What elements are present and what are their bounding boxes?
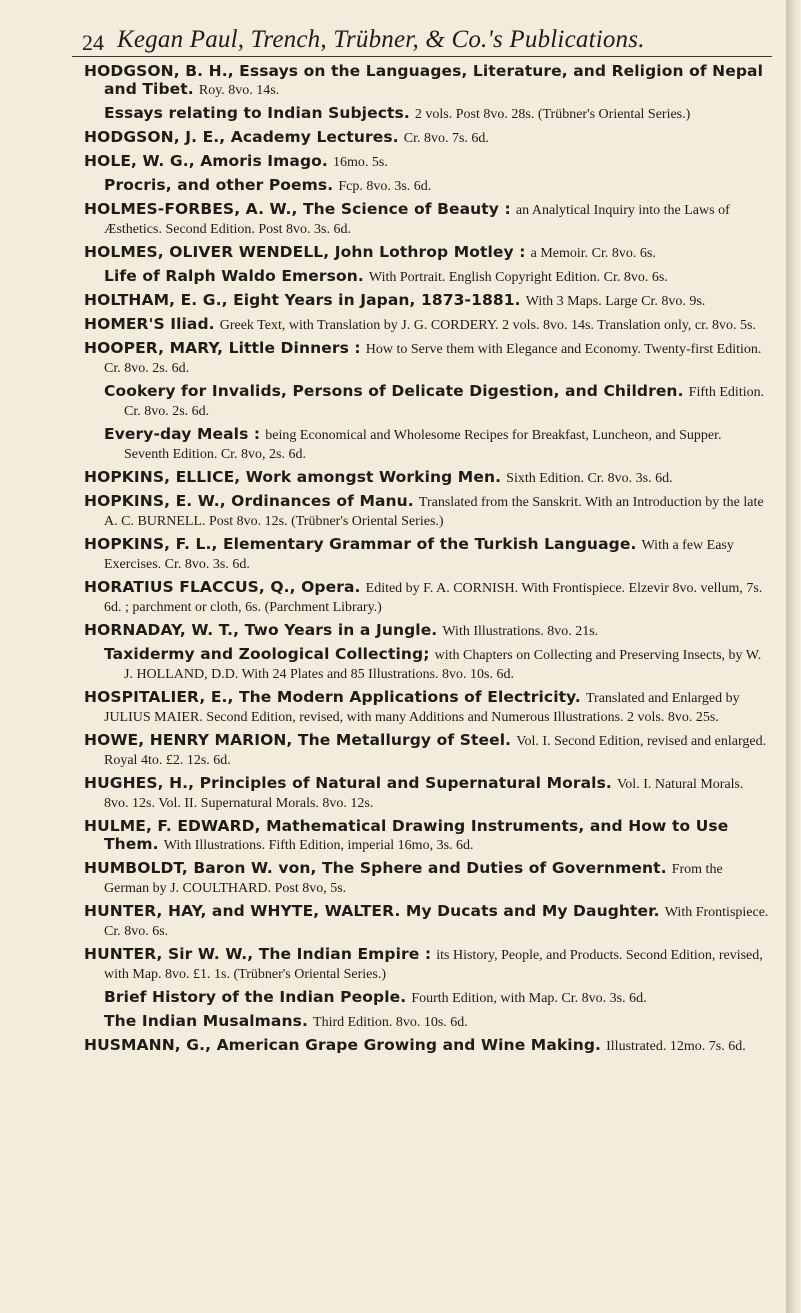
catalogue-entry bbox=[84, 104, 770, 123]
entry-heading: HOLTHAM, E. G., Eight Years in Japan, 1873-1881. bbox=[84, 291, 521, 309]
entry-details: Translated and Enlarged by JULIUS MAIER. Second Edition, revised, with many Additions and Numerous Illustrations. 2 vols. 8vo. 25s. bbox=[104, 691, 740, 725]
catalogue-entry bbox=[84, 688, 770, 726]
entry-details: its History, People, and Products. Second Edition, revised, with Map. 8vo. £1. 1s. (Trübner's Oriental Series.) bbox=[104, 948, 763, 982]
entry-details: From the German by J. COULTHARD. Post 8vo, 5s. bbox=[104, 862, 723, 896]
catalogue-entry bbox=[84, 774, 770, 812]
entry-details: with Chapters on Collecting and Preserving Insects, by W. J. HOLLAND, D.D. With 24 Plates and 85 Illustrations. 8vo. 10s. 6d. bbox=[124, 648, 762, 682]
entry-details: Roy. 8vo. 14s. bbox=[198, 83, 280, 98]
entry-details: With a few Easy Exercises. Cr. 8vo. 3s. 6d. bbox=[104, 538, 734, 572]
entry-details: How to Serve them with Elegance and Economy. Twenty-first Edition. Cr. 8vo. 2s. 6d. bbox=[104, 342, 762, 376]
page-edge-shadow bbox=[786, 0, 801, 1313]
entry-heading: HOLMES, OLIVER WENDELL, John Lothrop Motley : bbox=[84, 243, 526, 261]
entry-details: Fourth Edition, with Map. Cr. 8vo. 3s. 6d. bbox=[411, 991, 647, 1006]
catalogue-entry bbox=[84, 621, 770, 640]
entry-heading: HOLE, W. G., Amoris Imago. bbox=[84, 152, 328, 170]
catalogue-entry bbox=[84, 152, 770, 171]
catalogue-entry bbox=[84, 945, 770, 983]
entry-heading: HODGSON, J. E., Academy Lectures. bbox=[84, 128, 399, 146]
catalogue-entry bbox=[84, 243, 770, 262]
entry-heading: HOOPER, MARY, Little Dinners : bbox=[84, 339, 361, 357]
entry-heading: HUGHES, H., Principles of Natural and Supernatural Morals. bbox=[84, 774, 612, 792]
entry-heading: Cookery for Invalids, Persons of Delicate Digestion, and Children. bbox=[104, 382, 684, 400]
entry-heading: HOSPITALIER, E., The Modern Applications of Electricity. bbox=[84, 688, 581, 706]
entry-details: Edited by F. A. CORNISH. With Frontispiece. Elzevir 8vo. vellum, 7s. 6d. ; parchment or cloth, 6s. (Parchment Library.) bbox=[104, 581, 763, 615]
entry-details: being Economical and Wholesome Recipes for Breakfast, Luncheon, and Supper. Seventh Edition. Cr. 8vo, 2s. 6d. bbox=[124, 428, 722, 462]
entry-heading: HUMBOLDT, Baron W. von, The Sphere and Duties of Government. bbox=[84, 859, 667, 877]
entry-details: With Illustrations. Fifth Edition, imperial 16mo, 3s. 6d. bbox=[163, 838, 474, 853]
catalogue-entry bbox=[84, 1036, 770, 1055]
entry-details: Illustrated. 12mo. 7s. 6d. bbox=[606, 1039, 746, 1054]
catalogue-entry bbox=[84, 535, 770, 573]
entry-details: 16mo. 5s. bbox=[333, 155, 388, 170]
entry-heading: HOMER'S Iliad. bbox=[84, 315, 215, 333]
entry-heading: HULME, F. EDWARD, Mathematical Drawing Instruments, and How to Use Them. bbox=[84, 817, 729, 853]
entry-details: Fcp. 8vo. 3s. 6d. bbox=[338, 179, 432, 194]
catalogue-entry bbox=[84, 578, 770, 616]
running-title: Kegan Paul, Trench, Trübner, & Co.'s Publications. bbox=[117, 26, 645, 53]
entry-heading: Procris, and other Poems. bbox=[104, 176, 334, 194]
entry-heading: HUSMANN, G., American Grape Growing and Wine Making. bbox=[84, 1036, 602, 1054]
entry-details: Fifth Edition. Cr. 8vo. 2s. 6d. bbox=[124, 385, 765, 419]
catalogue-entry bbox=[84, 291, 770, 310]
entry-heading: HOLMES-FORBES, A. W., The Science of Beauty : bbox=[84, 200, 511, 218]
entry-details: With Frontispiece. Cr. 8vo. 6s. bbox=[104, 905, 769, 939]
entry-heading: HOPKINS, E. W., Ordinances of Manu. bbox=[84, 492, 414, 510]
entry-details: With Portrait. English Copyright Edition. Cr. 8vo. 6s. bbox=[368, 270, 668, 285]
entry-heading: Brief History of the Indian People. bbox=[104, 988, 407, 1006]
entry-heading: The Indian Musalmans. bbox=[104, 1012, 308, 1030]
catalogue-entry bbox=[84, 731, 770, 769]
entry-details: Vol. I. Natural Morals. 8vo. 12s. Vol. II. Supernatural Morals. 8vo. 12s. bbox=[104, 777, 744, 811]
catalogue-entries bbox=[84, 62, 770, 1060]
entry-details: a Memoir. Cr. 8vo. 6s. bbox=[530, 246, 656, 261]
catalogue-entry bbox=[84, 267, 770, 286]
catalogue-entry bbox=[84, 902, 770, 940]
catalogue-entry bbox=[84, 200, 770, 238]
catalogue-entry bbox=[84, 492, 770, 530]
page-header bbox=[72, 16, 772, 57]
entry-details: With 3 Maps. Large Cr. 8vo. 9s. bbox=[525, 294, 706, 309]
entry-heading: HODGSON, B. H., Essays on the Languages, Literature, and Religion of Nepal and Tibet. bbox=[84, 62, 764, 98]
entry-heading: Every-day Meals : bbox=[104, 425, 261, 443]
entry-heading: HOWE, HENRY MARION, The Metallurgy of Steel. bbox=[84, 731, 512, 749]
entry-heading: HOPKINS, F. L., Elementary Grammar of the Turkish Language. bbox=[84, 535, 637, 553]
catalogue-entry bbox=[84, 645, 770, 683]
catalogue-entry bbox=[84, 817, 770, 854]
entry-details: 2 vols. Post 8vo. 28s. (Trübner's Oriental Series.) bbox=[414, 107, 691, 122]
catalogue-entry bbox=[84, 339, 770, 377]
catalogue-entry bbox=[84, 176, 770, 195]
entry-heading: Taxidermy and Zoological Collecting; bbox=[104, 645, 430, 663]
catalogue-entry bbox=[84, 425, 770, 463]
entry-details: Vol. I. Second Edition, revised and enlarged. Royal 4to. £2. 12s. 6d. bbox=[104, 734, 767, 768]
catalogue-entry bbox=[84, 1012, 770, 1031]
catalogue-entry bbox=[84, 128, 770, 147]
entry-details: Sixth Edition. Cr. 8vo. 3s. 6d. bbox=[506, 471, 673, 486]
catalogue-entry bbox=[84, 468, 770, 487]
entry-details: Translated from the Sanskrit. With an Introduction by the late A. C. BURNELL. Post 8vo. 12s. (Trübner's Oriental Series.) bbox=[104, 495, 764, 529]
entry-details: Cr. 8vo. 7s. 6d. bbox=[403, 131, 489, 146]
catalogue-entry bbox=[84, 382, 770, 420]
entry-details: With Illustrations. 8vo. 21s. bbox=[442, 624, 599, 639]
entry-heading: Essays relating to Indian Subjects. bbox=[104, 104, 410, 122]
entry-details: an Analytical Inquiry into the Laws of Æsthetics. Second Edition. Post 8vo. 3s. 6d. bbox=[104, 203, 730, 237]
catalogue-entry bbox=[84, 62, 770, 99]
entry-heading: HORNADAY, W. T., Two Years in a Jungle. bbox=[84, 621, 438, 639]
entry-details: Third Edition. 8vo. 10s. 6d. bbox=[313, 1015, 468, 1030]
entry-heading: Life of Ralph Waldo Emerson. bbox=[104, 267, 364, 285]
entry-heading: HORATIUS FLACCUS, Q., Opera. bbox=[84, 578, 361, 596]
entry-details: Greek Text, with Translation by J. G. CORDERY. 2 vols. 8vo. 14s. Translation only, cr. 8vo. 5s. bbox=[219, 318, 756, 333]
catalogue-entry bbox=[84, 315, 770, 334]
entry-heading: HOPKINS, ELLICE, Work amongst Working Men. bbox=[84, 468, 502, 486]
page-number: 24 bbox=[82, 30, 104, 55]
entry-heading: HUNTER, HAY, and WHYTE, WALTER. My Ducats and My Daughter. bbox=[84, 902, 660, 920]
catalogue-entry bbox=[84, 859, 770, 897]
entry-heading: HUNTER, Sir W. W., The Indian Empire : bbox=[84, 945, 432, 963]
catalogue-entry bbox=[84, 988, 770, 1007]
